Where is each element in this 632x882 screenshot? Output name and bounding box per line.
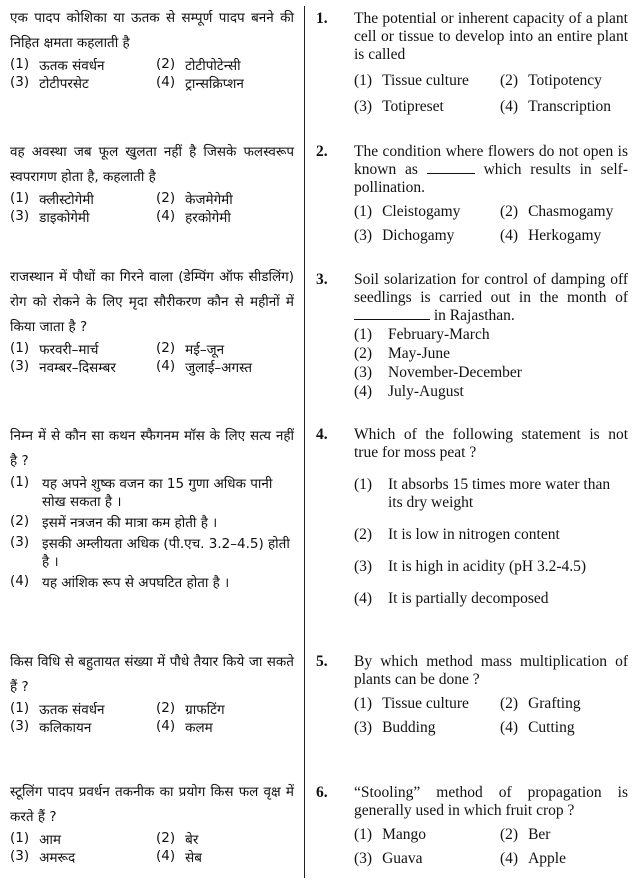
option-1[interactable]: (1) Mango [354,826,426,843]
options-grid [10,340,294,376]
options-list [354,476,628,608]
option-3[interactable]: (3) कलिकायन [10,718,92,736]
options-grid [10,830,294,866]
hindi-question-2 [10,140,294,226]
options-grid [354,203,628,245]
option-3[interactable]: (3) It is high in acidity (pH 3.2-4.5) [354,558,587,575]
question-number: 1. [316,10,328,27]
english-question-5 [316,653,628,737]
option-4[interactable]: (4) हरकोगेमी [156,208,231,226]
option-4[interactable]: (4) ट्रान्सक्रिप्शन [156,74,244,92]
option-1[interactable]: (1) Cleistogamy [354,203,461,220]
column-divider [304,6,305,878]
option-1[interactable]: (1) क्लीस्टोगेमी [10,190,94,208]
question-number: 6. [316,784,328,801]
hindi-question-1 [10,6,294,92]
question-stem: The potential or inherent capacity of a plant cell or tissue to develop into an entire plant is called [354,10,628,63]
option-3[interactable]: (3) Totipreset [354,98,444,115]
option-1[interactable]: (1) यह अपने शुष्क वजन का 15 गुणा अधिक पानी सोख सकता है । [10,474,273,510]
hindi-question-5 [10,650,294,736]
question-stem: राजस्थान में पौधों का गिरने वाला (डेम्पिंग ऑफ सीडलिंग) रोग को रोकने के लिए मृदा सौरीकरण कौन से महीनों में किया जाता है ? [10,269,294,335]
option-3[interactable]: (3) डाइकोगेमी [10,208,90,226]
option-3[interactable]: (3) Guava [354,850,423,867]
option-1[interactable]: (1) Tissue culture [354,72,469,89]
question-stem: स्टूलिंग पादप प्रवर्धन तकनीक का प्रयोग किस फल वृक्ष में करते हैं ? [10,784,294,825]
option-2[interactable]: (2) It is low in nitrogen content [354,526,560,543]
option-4[interactable]: (4) Transcription [500,98,612,115]
options-grid [354,826,628,868]
option-2[interactable]: (2) बेर [156,830,199,848]
option-2[interactable]: (2) केजमेगेमी [156,190,233,208]
option-2[interactable]: (2) मई–जून [156,340,225,358]
option-2[interactable]: (2) Ber [500,826,551,843]
question-number: 2. [316,143,328,160]
english-question-6 [316,784,628,868]
question-stem: किस विधि से बहुतायत संख्या में पौधे तैयार किये जा सकते हैं ? [10,654,294,695]
question-stem: Which of the following statement is not true for moss peat ? [354,426,628,461]
hindi-question-3 [10,265,294,376]
option-1[interactable]: (1) Tissue culture [354,695,469,712]
question-stem: एक पादप कोशिका या ऊतक से सम्पूर्ण पादप बनने की निहित क्षमता कहलाती है [10,10,294,51]
option-1[interactable]: (1) February-March [354,326,490,343]
option-4[interactable]: (4) जुलाई–अगस्त [156,358,253,376]
option-1[interactable]: (1) आम [10,830,61,848]
option-4[interactable]: (4) It is partially decomposed [354,590,549,607]
option-3[interactable]: (3) नवम्बर–दिसम्बर [10,358,116,376]
option-3[interactable]: (3) इसकी अम्लीयता अधिक (पी.एच. 3.2–4.5) होती है । [10,534,290,570]
option-3[interactable]: (3) Budding [354,719,436,736]
option-1[interactable]: (1) ऊतक संवर्धन [10,56,105,74]
english-question-1 [316,10,628,116]
option-3[interactable]: (3) अमरूद [10,848,76,866]
option-2[interactable]: (2) ग्राफटिंग [156,700,225,718]
options-grid [10,56,294,92]
option-4[interactable]: (4) यह आंशिक रूप से अपघटित होता है । [10,573,230,591]
option-4[interactable]: (4) सेब [156,848,202,866]
option-1[interactable]: (1) फरवरी–मार्च [10,340,99,358]
option-4[interactable]: (4) कलम [156,718,213,736]
options-grid [354,72,628,116]
question-stem: By which method mass multiplication of plants can be done ? [354,653,628,688]
english-question-3 [316,271,628,402]
question-stem: Soil solarization for control of damping off seedlings is carried out in the month of in Rajasthan. [354,271,628,324]
option-3[interactable]: (3) टोटीपरसेट [10,74,89,92]
question-number: 3. [316,271,328,288]
answer-blank [427,173,475,174]
question-stem: वह अवस्था जब फूल खुलता नहीं है जिसके फलस्वरूप स्वपरागण होता है, कहलाती है [10,144,294,185]
option-4[interactable]: (4) Herkogamy [500,227,602,244]
question-stem: निम्न में से कौन सा कथन स्फैगनम मॉस के लिए सत्य नहीं है ? [10,428,294,469]
option-2[interactable]: (2) Chasmogamy [500,203,614,220]
english-question-4 [316,426,628,617]
option-1[interactable]: (1) ऊतक संवर्धन [10,700,105,718]
question-stem: “Stooling” method of propagation is generally used in which fruit crop ? [354,784,628,819]
option-2[interactable]: (2) टोटीपोटेन्सी [156,56,241,74]
answer-blank [354,319,430,320]
option-2[interactable]: (2) Grafting [500,695,581,712]
option-4[interactable]: (4) Apple [500,850,566,867]
option-4[interactable]: (4) Cutting [500,719,575,736]
options-list [10,474,294,591]
option-2[interactable]: (2) इसमें नत्रजन की मात्रा कम होती है । [10,513,218,531]
english-question-2 [316,143,628,245]
option-4[interactable]: (4) July-August [354,383,464,400]
option-2[interactable]: (2) Totipotency [500,72,602,89]
question-number: 5. [316,653,328,670]
options-grid [10,190,294,226]
option-3[interactable]: (3) Dichogamy [354,227,455,244]
option-1[interactable]: (1) It absorbs 15 times more water than its dry weight [354,476,611,511]
options-grid [354,695,628,737]
question-stem: The condition where flowers do not open is known as which results in self-pollination. [354,143,629,196]
options-list [354,326,628,401]
hindi-question-4 [10,424,294,594]
option-2[interactable]: (2) May-June [354,345,450,362]
hindi-question-6 [10,780,294,866]
question-number: 4. [316,426,328,443]
option-3[interactable]: (3) November-December [354,364,522,381]
options-grid [10,700,294,736]
